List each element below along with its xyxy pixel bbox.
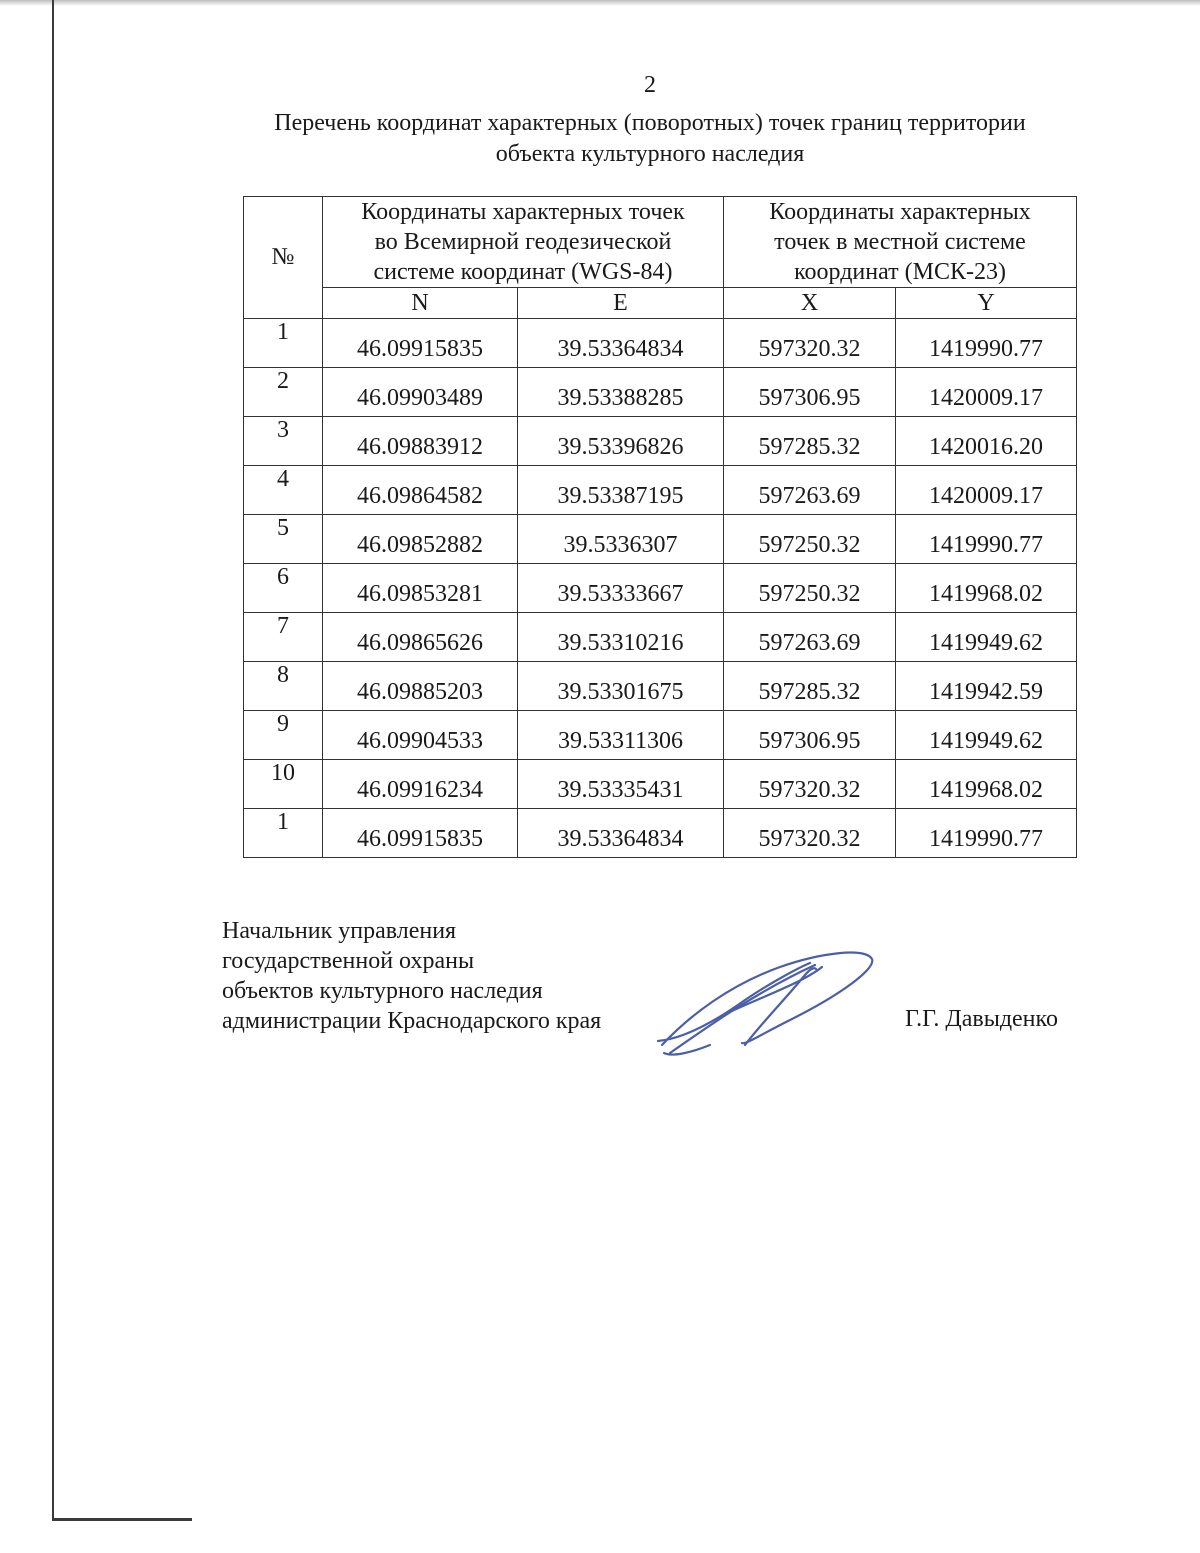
table-row <box>244 466 1077 515</box>
header-msk23-line-1: Координаты характерных <box>769 199 1031 225</box>
header-msk23-line-3: координат (МСК-23) <box>794 259 1006 285</box>
signer-name: Г.Г. Давыденко <box>905 1006 1058 1032</box>
handwritten-signature <box>650 945 880 1065</box>
document-title-line-2: объекта культурного наследия <box>495 141 805 167</box>
cell-n: 46.09865626 <box>323 613 518 662</box>
signer-position-line-2: государственной охраны <box>222 948 475 974</box>
cell-y: 1419949.62 <box>896 613 1077 662</box>
scan-bottom-edge <box>52 1518 192 1521</box>
cell-number: 10 <box>244 760 323 809</box>
scan-top-edge <box>0 0 1200 6</box>
cell-x: 597320.32 <box>724 319 896 368</box>
cell-y: 1419949.62 <box>896 711 1077 760</box>
table-row <box>244 711 1077 760</box>
table-row <box>244 417 1077 466</box>
cell-number: 2 <box>244 368 323 417</box>
cell-y: 1419968.02 <box>896 760 1077 809</box>
header-x: X <box>724 288 896 319</box>
cell-n: 46.09853281 <box>323 564 518 613</box>
header-wgs84-line-2: во Всемирной геодезической <box>374 229 672 255</box>
cell-number: 1 <box>244 319 323 368</box>
cell-x: 597285.32 <box>724 662 896 711</box>
cell-y: 1419990.77 <box>896 515 1077 564</box>
cell-y: 1419968.02 <box>896 564 1077 613</box>
table-row <box>244 564 1077 613</box>
cell-x: 597250.32 <box>724 564 896 613</box>
cell-x: 597320.32 <box>724 809 896 858</box>
header-wgs84 <box>323 197 724 288</box>
table-row <box>244 319 1077 368</box>
cell-y: 1420016.20 <box>896 417 1077 466</box>
header-e: E <box>518 288 724 319</box>
cell-n: 46.09915835 <box>323 319 518 368</box>
table-row <box>244 368 1077 417</box>
table-subheader-row <box>244 288 1077 319</box>
cell-e: 39.53396826 <box>518 417 724 466</box>
table-row <box>244 613 1077 662</box>
cell-e: 39.53364834 <box>518 809 724 858</box>
cell-x: 597306.95 <box>724 711 896 760</box>
cell-y: 1419990.77 <box>896 319 1077 368</box>
signer-position-line-1: Начальник управления <box>222 918 457 944</box>
document-title <box>150 108 1150 170</box>
cell-number: 5 <box>244 515 323 564</box>
header-wgs84-line-3: системе координат (WGS-84) <box>373 259 673 285</box>
cell-x: 597306.95 <box>724 368 896 417</box>
document-title-line-1: Перечень координат характерных (поворотных) точек границ территории <box>274 110 1026 136</box>
cell-e: 39.53388285 <box>518 368 724 417</box>
cell-n: 46.09904533 <box>323 711 518 760</box>
page-number: 2 <box>644 72 656 98</box>
header-wgs84-line-1: Координаты характерных точек <box>361 199 685 225</box>
cell-number: 7 <box>244 613 323 662</box>
cell-e: 39.53333667 <box>518 564 724 613</box>
header-msk23-line-2: точек в местной системе <box>774 229 1026 255</box>
cell-number: 6 <box>244 564 323 613</box>
cell-number: 4 <box>244 466 323 515</box>
signer-position-line-3: объектов культурного наследия <box>222 978 543 1004</box>
cell-n: 46.09903489 <box>323 368 518 417</box>
cell-e: 39.53364834 <box>518 319 724 368</box>
cell-x: 597320.32 <box>724 760 896 809</box>
cell-e: 39.53301675 <box>518 662 724 711</box>
cell-number: 1 <box>244 809 323 858</box>
cell-x: 597250.32 <box>724 515 896 564</box>
table-row <box>244 515 1077 564</box>
cell-e: 39.53310216 <box>518 613 724 662</box>
table-body <box>244 319 1077 858</box>
cell-x: 597263.69 <box>724 466 896 515</box>
cell-x: 597285.32 <box>724 417 896 466</box>
header-y: Y <box>896 288 1077 319</box>
header-number: № <box>244 197 323 319</box>
header-msk23 <box>724 197 1077 288</box>
cell-n: 46.09915835 <box>323 809 518 858</box>
scan-left-edge <box>52 0 54 1520</box>
cell-y: 1419990.77 <box>896 809 1077 858</box>
cell-e: 39.5336307 <box>518 515 724 564</box>
cell-e: 39.53335431 <box>518 760 724 809</box>
cell-e: 39.53311306 <box>518 711 724 760</box>
cell-n: 46.09885203 <box>323 662 518 711</box>
cell-number: 9 <box>244 711 323 760</box>
cell-number: 3 <box>244 417 323 466</box>
coordinates-table <box>243 196 1077 858</box>
cell-number: 8 <box>244 662 323 711</box>
cell-n: 46.09864582 <box>323 466 518 515</box>
signature-block <box>222 916 601 1036</box>
cell-y: 1420009.17 <box>896 368 1077 417</box>
header-n: N <box>323 288 518 319</box>
cell-n: 46.09916234 <box>323 760 518 809</box>
cell-y: 1420009.17 <box>896 466 1077 515</box>
cell-e: 39.53387195 <box>518 466 724 515</box>
table-row <box>244 760 1077 809</box>
signer-position-line-4: администрации Краснодарского края <box>222 1008 602 1034</box>
cell-y: 1419942.59 <box>896 662 1077 711</box>
table-row <box>244 809 1077 858</box>
table-row <box>244 662 1077 711</box>
cell-x: 597263.69 <box>724 613 896 662</box>
cell-n: 46.09883912 <box>323 417 518 466</box>
table-header-row <box>244 197 1077 288</box>
cell-n: 46.09852882 <box>323 515 518 564</box>
